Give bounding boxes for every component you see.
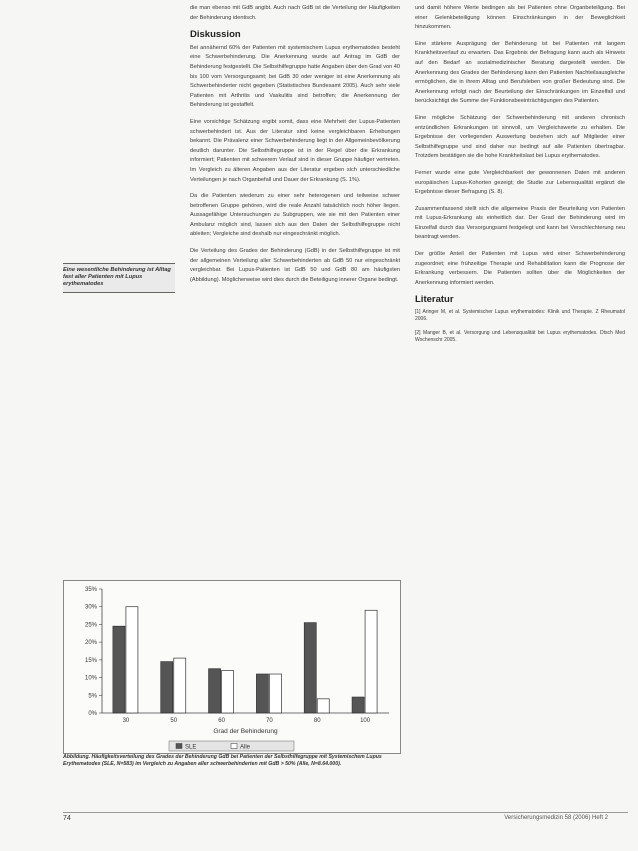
bar-sle-50 — [161, 662, 173, 713]
bar-alle-60 — [222, 670, 234, 713]
x-tick-label: 70 — [266, 718, 273, 724]
bar-alle-30 — [126, 607, 138, 713]
journal-footer: Versicherungsmedizin 58 (2006) Heft 2 — [504, 815, 608, 821]
bar-sle-80 — [304, 623, 316, 713]
bar-chart — [64, 581, 400, 753]
bar-sle-70 — [256, 674, 268, 713]
reference-2: [2] Manger B, et al. Versorgung und Lebensqualität bei Lupus erythematodes. Dtsch Med Wochenschr 2005. — [415, 330, 625, 344]
legend-label-sle: SLE — [185, 744, 197, 751]
x-tick-label: 60 — [218, 718, 225, 724]
y-tick-label: 15% — [84, 657, 97, 664]
discussion-paragraph-1: Bei annähernd 60% der Patienten mit systemischem Lupus erythematodes besteht eine Schwerbehinderung. Die Anerkennung wurde auf Antrag im GdB der Behinderung festgestellt. Die Selbsthilfegruppe hatte Angaben über den Grad von 40 bis 100 vom Versorgungsamt; bei GdB 30 oder weniger ist eine Anerkennung als Schwerbehinderter nicht gegeben (Statistisches Bundesamt 2005). Auch sehr viele Patienten mit Arthritis und Vaskulitis sind betroffen; die Anerkennung der Behinderung ist gestaffelt. — [190, 44, 400, 109]
figure-caption: Abbildung. Häufigkeitsverteilung des Grades der Behinderung GdB bei Patienten der Selbsthilfegruppe mit Systemischem Lupus Erythematodes (SLE, N=583) im Vergleich zu Angaben aller schwerbehinderten mit GdB > 50% (Alle, N=8.64.000). — [63, 754, 382, 768]
bar-chart-figure — [63, 580, 401, 754]
bar-alle-100 — [365, 610, 377, 713]
right-paragraph-2: Eine stärkere Ausprägung der Behinderung ist bei Patienten mit langem Krankheitsverlauf zu erwarten. Das Ergebnis der Befragung kann auch als Hinweis auf den Bedarf an sozialmedizinischer Beratung dargestellt werden. Die Anerkennung des Grades der Behinderung kann den Patienten Nachteilsausgleiche ermöglichen, die in ihrem Alltag und Berufsleben von großer Bedeutung sind. Die Anerkennung erfolgt nach der Beurteilung der Einschränkungen im Einzelfall und berücksichtigt die Summe der Funktionsbeeinträchtigungen des Patienten. — [415, 40, 625, 105]
x-tick-label: 30 — [122, 718, 130, 724]
x-tick-label: 80 — [313, 718, 321, 724]
reference-1: [1] Aringer M, et al. Systemischer Lupus erythematodes: Klinik und Therapie. Z Rheumatol 2006. — [415, 309, 625, 323]
middle-text-column — [190, 4, 400, 292]
x-tick-label: 100 — [360, 718, 371, 724]
right-paragraph-3: Eine mögliche Schätzung der Schwerbehinderung mit anderen chronisch entzündlichen Erkrankungen ist sinnvoll, um Vergleichswerte zu erhalten. Die Ergebnisse der vorliegenden Auswertung beziehen sich auf Mitglieder einer Selbsthilfegruppe und sind daher nur bedingt auf alle Patienten übertragbar. Trotzdem bestätigen sie die hohe Krankheitslast bei Lupus erythematodes. — [415, 114, 625, 160]
bar-sle-60 — [209, 669, 221, 713]
bar-sle-100 — [352, 697, 364, 713]
legend-label-alle: Alle — [240, 744, 251, 751]
margin-callout: Eine wesentliche Behinderung ist Alltag fast aller Patienten mit Lupus erythematodes — [63, 263, 175, 293]
literature-heading: Literatur — [415, 294, 454, 306]
y-tick-label: 0% — [88, 711, 97, 717]
x-axis-label: Grad der Behinderung — [213, 728, 278, 735]
intro-paragraph: die man ebenso mit GdB angibt. Auch nach GdB ist die Verteilung der Häufigkeiten der Behinderung identisch. — [190, 5, 400, 21]
x-tick-label: 50 — [170, 718, 178, 724]
y-tick-label: 25% — [84, 622, 97, 629]
page-number: 74 — [63, 815, 71, 822]
discussion-heading: Diskussion — [190, 29, 241, 41]
y-tick-label: 20% — [84, 640, 97, 647]
y-tick-label: 35% — [84, 587, 97, 593]
right-paragraph-6: Der größte Anteil der Patienten mit Lupus wird einer Schwerbehinderung zugeordnet; eine frühzeitige Therapie und Rehabilitation kann die Prognose der Erkrankung verbessern. Die Patienten sollten über die Möglichkeiten der Anerkennung informiert werden. — [415, 251, 625, 286]
right-paragraph-4: Ferner wurde eine gute Vergleichbarkeit der gewonnenen Daten mit anderen europäischen Lupus-Kohorten gezeigt; die Studie zur Lebensqualität ergänzt die Ergebnisse dieser Befragung (S. 8). — [415, 169, 625, 196]
footer-divider — [63, 812, 628, 813]
discussion-paragraph-4: Die Verteilung des Grades der Behinderung (GdB) in der Selbsthilfegruppe ist mit der allgemeinen Verteilung aller Schwerbehinderten ab GdB 50 nur eingeschränkt vergleichbar. Bei Lupus-Patienten ist GdB 50 und GdB 80 am häufigsten (Abbildung). Möglicherweise wird dies durch die Beteiligung innerer Organe bedingt. — [190, 248, 400, 283]
y-tick-label: 10% — [84, 675, 97, 682]
discussion-paragraph-2: Eine vorsichtige Schätzung ergibt somit, dass eine Mehrheit der Lupus-Patienten schwerbehindert ist. Aus der Literatur sind keine vergleichbaren Erhebungen bekannt. Die Prävalenz einer Schwerbehinderung liegt in der Allgemeinbevölkerung deutlich darunter. Die Selbsthilfegruppe ist in der Regel über die Erkrankung informiert; Patienten mit schwerem Verlauf sind in dieser Gruppe häufiger vertreten. Im Vergleich zu älteren Angaben aus der Literatur ergeben sich unterschiedliche Verteilungen je nach Organbefall und Dauer der Erkrankung (S. 1%). — [190, 118, 400, 183]
right-paragraph-5: Zusammenfassend stellt sich die allgemeine Praxis der Beurteilung von Patienten mit Lupus-Erkrankung als einheitlich dar. Der Grad der Behinderung wird im Einzelfall durch das Versorgungsamt festgelegt und kann bei Verschlechterung neu beantragt werden. — [415, 205, 625, 241]
discussion-paragraph-3: Da die Patienten wiederum zu einer sehr heterogenen und teilweise schwer betroffenen Gruppe gehören, wird die reale Anzahl tatsächlich noch höher liegen. Aussagefähige Untersuchungen zu Subgruppen, wie sie mit den Patienten einer Ambulanz möglich sind, lassen sich aus den Daten der Selbsthilfegruppe nicht ableiten; Vergleiche sind deshalb nur eingeschränkt möglich. — [190, 193, 400, 238]
bar-sle-30 — [113, 626, 125, 713]
bar-alle-80 — [317, 699, 329, 713]
bar-alle-50 — [174, 658, 186, 713]
legend-swatch-sle — [176, 744, 182, 749]
bar-alle-70 — [269, 674, 281, 713]
y-tick-label: 30% — [84, 604, 97, 611]
y-tick-label: 5% — [88, 693, 97, 700]
right-paragraph-1: und damit höhere Werte bedingen als bei Patienten ohne Organbeteiligung. Bei einer Gelenkbeteiligung können Einschränkungen in der Beweglichkeit hinzukommen. — [415, 5, 625, 31]
right-text-column — [415, 4, 625, 351]
legend-swatch-alle — [231, 744, 237, 749]
